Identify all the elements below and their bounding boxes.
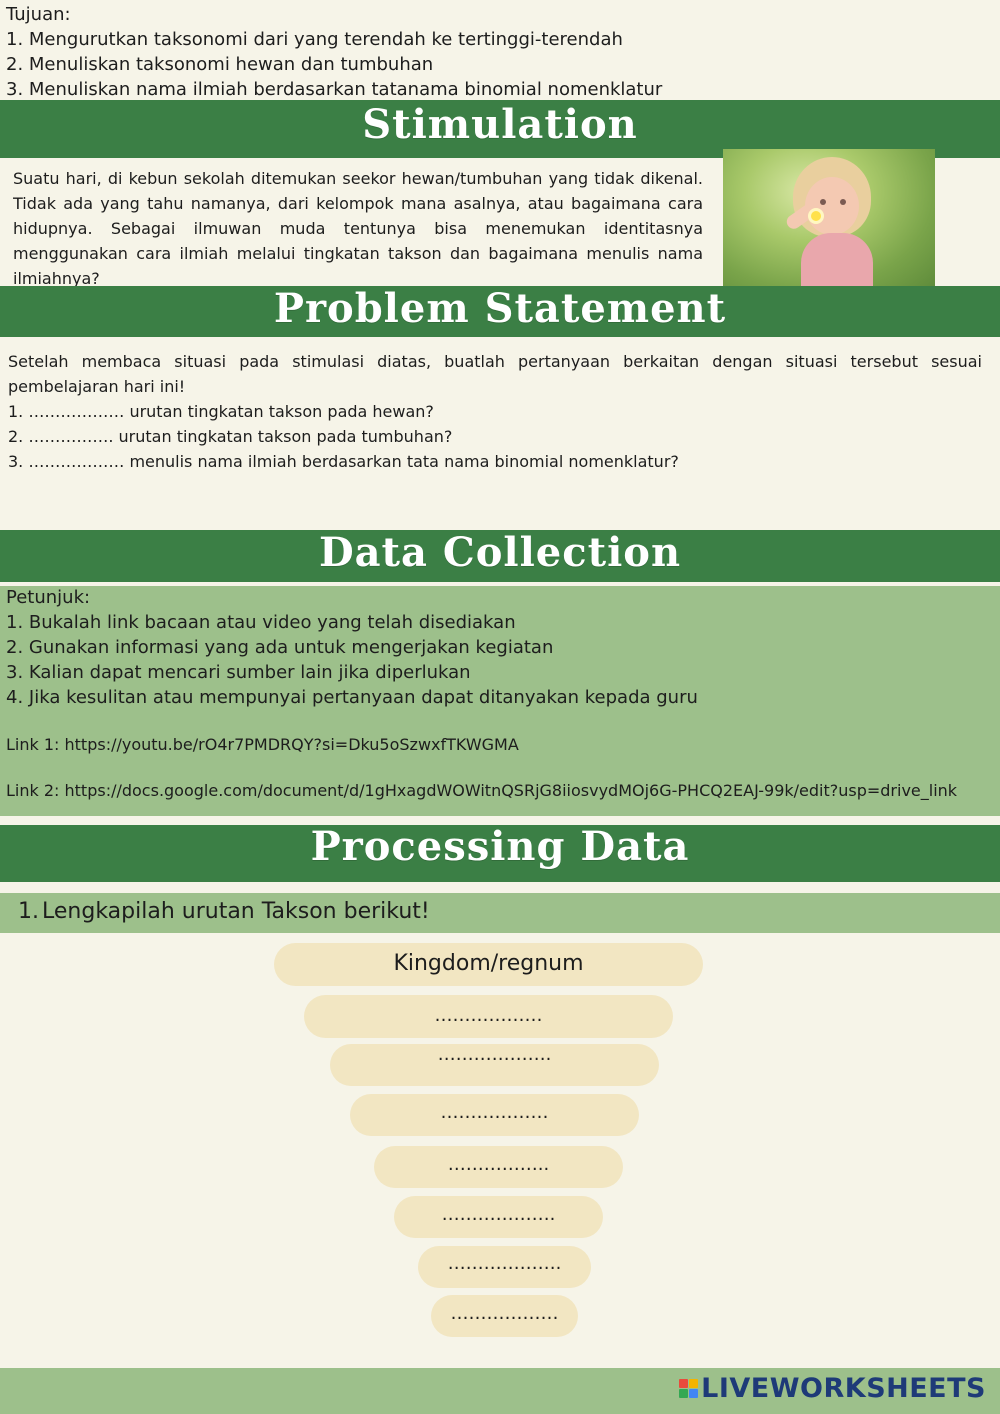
goal-item: 1. Mengurutkan taksonomi dari yang terendah ke tertinggi-terendah <box>6 29 623 50</box>
problem-item: 3. ……………… menulis nama ilmiah berdasarkan tata nama binomial nomenklatur? <box>8 452 679 471</box>
processing-data-header <box>0 825 1000 882</box>
problem-intro: Setelah membaca situasi pada stimulasi diatas, buatlah pertanyaan berkaitan dengan situasi tersebut sesuai pembelajaran hari ini! <box>8 352 982 396</box>
task-instruction: Lengkapilah urutan Takson berikut! <box>42 899 430 924</box>
problem-statement-title: Problem Statement <box>273 285 727 332</box>
problem-item: 2. ……………. urutan tingkatan takson pada tumbuhan? <box>8 427 453 446</box>
problem-statement-block <box>8 349 982 474</box>
instruction-item: 4. Jika kesulitan atau mempunyai pertanyaan dapat ditanyakan kepada guru <box>6 687 698 708</box>
taxon-blank-input[interactable]: ……………… <box>350 1094 639 1136</box>
child-photo <box>723 149 935 290</box>
taxon-pill-kingdom: Kingdom/regnum <box>274 943 703 986</box>
video-link[interactable]: Link 1: https://youtu.be/rO4r7PMDRQY?si=Dku5oSzwxfTKWGMA <box>6 735 519 754</box>
taxon-blank-input[interactable]: ………………. <box>330 1044 659 1086</box>
taxon-blank-input[interactable]: …………….. <box>374 1146 623 1188</box>
liveworksheets-icon <box>679 1379 698 1398</box>
taxon-blank-input[interactable]: ……………… <box>304 995 673 1038</box>
goal-item: 2. Menuliskan taksonomi hewan dan tumbuhan <box>6 54 434 75</box>
instructions-block <box>6 585 996 710</box>
instructions-heading: Petunjuk: <box>6 587 91 608</box>
brand-name: LIVEWORKSHEETS <box>701 1373 986 1404</box>
task-instruction-bar <box>0 893 1000 933</box>
data-collection-header <box>0 530 1000 582</box>
task-number: 1. <box>18 899 39 924</box>
instruction-item: 1. Bukalah link bacaan atau video yang telah disediakan <box>6 612 516 633</box>
liveworksheets-logo <box>679 1373 986 1404</box>
problem-item: 1. ……………… urutan tingkatan takson pada hewan? <box>8 402 434 421</box>
taxon-blank-input[interactable]: ……………… <box>431 1295 578 1337</box>
instruction-item: 3. Kalian dapat mencari sumber lain jika diperlukan <box>6 662 471 683</box>
problem-statement-header <box>0 286 1000 337</box>
stimulation-text: Suatu hari, di kebun sekolah ditemukan seekor hewan/tumbuhan yang tidak dikenal. Tidak ada yang tahu namanya, dari kelompok mana asalnya, atau bagaimana cara hidupnya. Sebagai ilmuwan muda tentunya bisa menemukan identitasnya menggunakan cara ilmiah melalui tingkatan takson dan bagaimana menulis nama ilmiahnya? <box>13 169 703 286</box>
goals-block <box>6 2 996 102</box>
document-link[interactable]: Link 2: https://docs.google.com/document/d/1gHxagdWOWitnQSRjG8iiosvydMOj6G-PHCQ2EAJ-99k/edit?usp=drive_link <box>6 781 958 800</box>
stimulation-title: Stimulation <box>362 101 638 148</box>
taxon-blank-input[interactable]: ………………. <box>418 1246 591 1288</box>
data-collection-title: Data Collection <box>318 529 682 576</box>
goals-heading: Tujuan: <box>6 4 71 25</box>
instruction-item: 2. Gunakan informasi yang ada untuk mengerjakan kegiatan <box>6 637 554 658</box>
processing-data-title: Processing Data <box>310 823 690 870</box>
taxon-blank-input[interactable]: ………………. <box>394 1196 603 1238</box>
goal-item: 3. Menuliskan nama ilmiah berdasarkan tatanama binomial nomenklatur <box>6 79 663 100</box>
